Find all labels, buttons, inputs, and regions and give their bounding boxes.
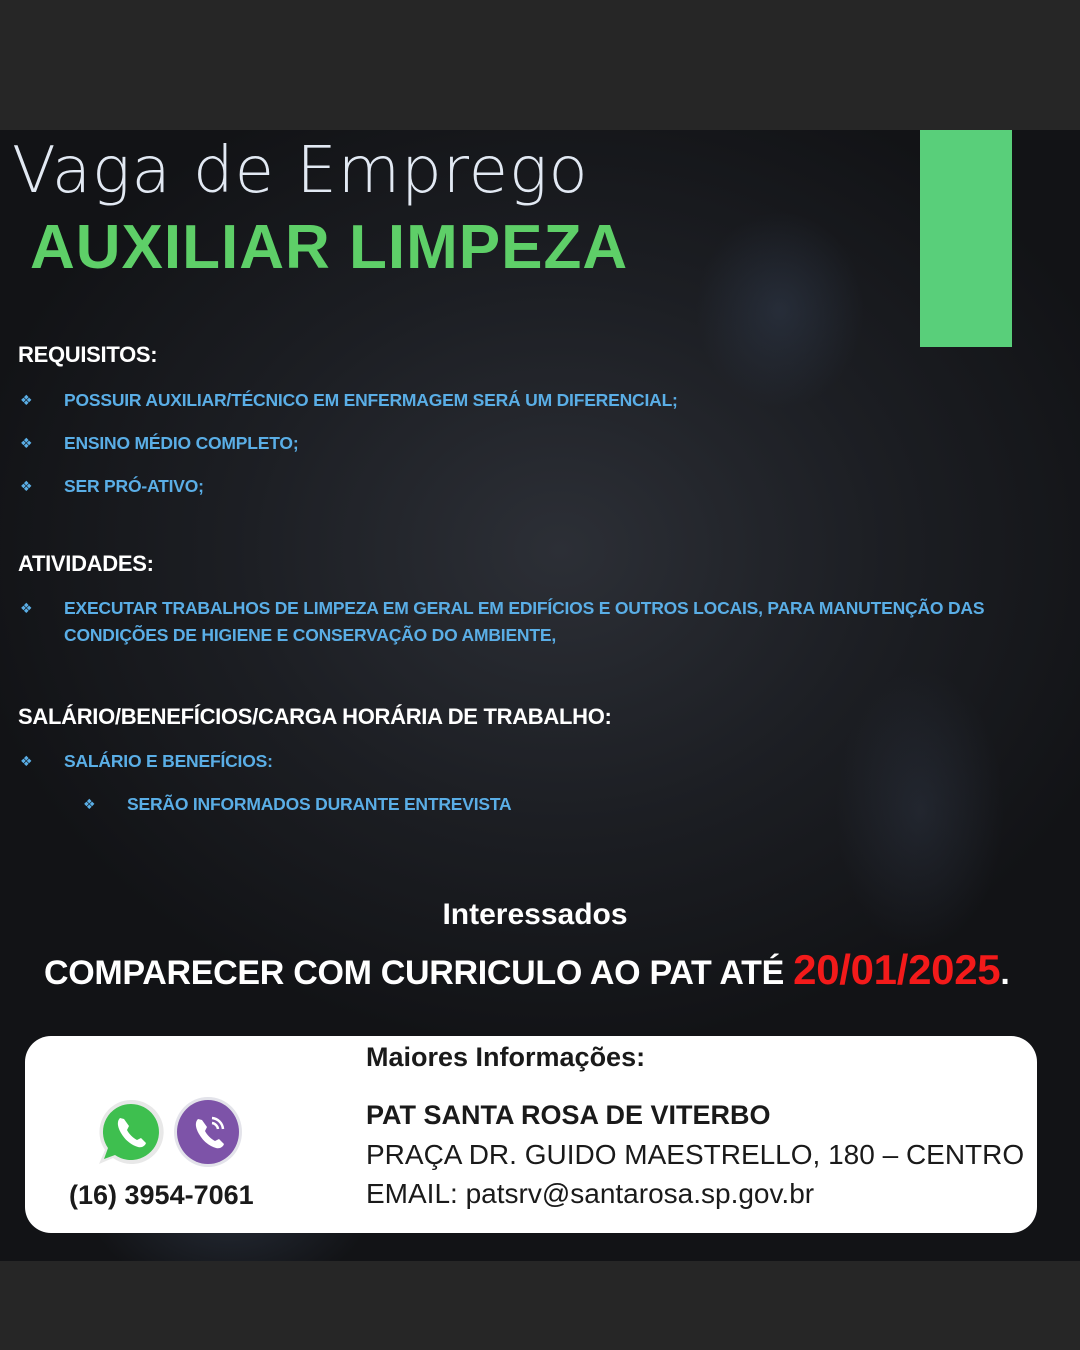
job-flyer xyxy=(0,130,1080,1261)
bullet-icon: ❖ xyxy=(20,753,33,769)
comparecer-period: . xyxy=(1000,954,1010,992)
deadline-date: 20/01/2025 xyxy=(793,946,1001,993)
whatsapp-icon xyxy=(93,1094,169,1170)
interessados-label: Interessados xyxy=(442,898,628,931)
viber-icon xyxy=(171,1094,245,1170)
info-box xyxy=(25,1036,1037,1233)
phone-number: (16) 3954-7061 xyxy=(69,1180,254,1210)
info-title: Maiores Informações: xyxy=(366,1042,646,1072)
atividades-heading: ATIVIDADES: xyxy=(18,551,154,576)
bullet-icon: ❖ xyxy=(20,478,33,494)
comparecer-text xyxy=(44,946,1010,994)
salario-item: SALÁRIO E BENEFÍCIOS: xyxy=(64,751,273,771)
title-line-1: Vaga de Emprego xyxy=(12,134,589,208)
requisitos-heading: REQUISITOS: xyxy=(18,342,158,367)
green-accent-bar xyxy=(920,130,1012,347)
bullet-icon: ❖ xyxy=(20,600,33,616)
requisito-item: SER PRÓ-ATIVO; xyxy=(64,476,204,496)
office-email: EMAIL: patsrv@santarosa.sp.gov.br xyxy=(366,1178,815,1209)
salario-subitem: SERÃO INFORMADOS DURANTE ENTREVISTA xyxy=(127,794,512,814)
atividade-item: EXECUTAR TRABALHOS DE LIMPEZA EM GERAL EM EDIFÍCIOS E OUTROS LOCAIS, PARA MANUTENÇÃO DAS CONDIÇÕES DE HIGIENE E CONSERVAÇÃO DO AMBIENTE, xyxy=(64,598,985,645)
comparecer-label: COMPARECER COM CURRICULO AO PAT ATÉ xyxy=(44,954,794,992)
bullet-icon: ❖ xyxy=(83,796,96,812)
requisito-item: POSSUIR AUXILIAR/TÉCNICO EM ENFERMAGEM SERÁ UM DIFERENCIAL; xyxy=(64,390,678,410)
bullet-icon: ❖ xyxy=(20,392,33,408)
office-name: PAT SANTA ROSA DE VITERBO xyxy=(366,1100,771,1130)
job-title: AUXILIAR LIMPEZA xyxy=(30,213,629,282)
requisito-item: ENSINO MÉDIO COMPLETO; xyxy=(64,433,299,453)
office-address: PRAÇA DR. GUIDO MAESTRELLO, 180 – CENTRO xyxy=(366,1139,1025,1170)
salario-heading: SALÁRIO/BENEFÍCIOS/CARGA HORÁRIA DE TRABALHO: xyxy=(18,704,612,729)
bullet-icon: ❖ xyxy=(20,435,33,451)
